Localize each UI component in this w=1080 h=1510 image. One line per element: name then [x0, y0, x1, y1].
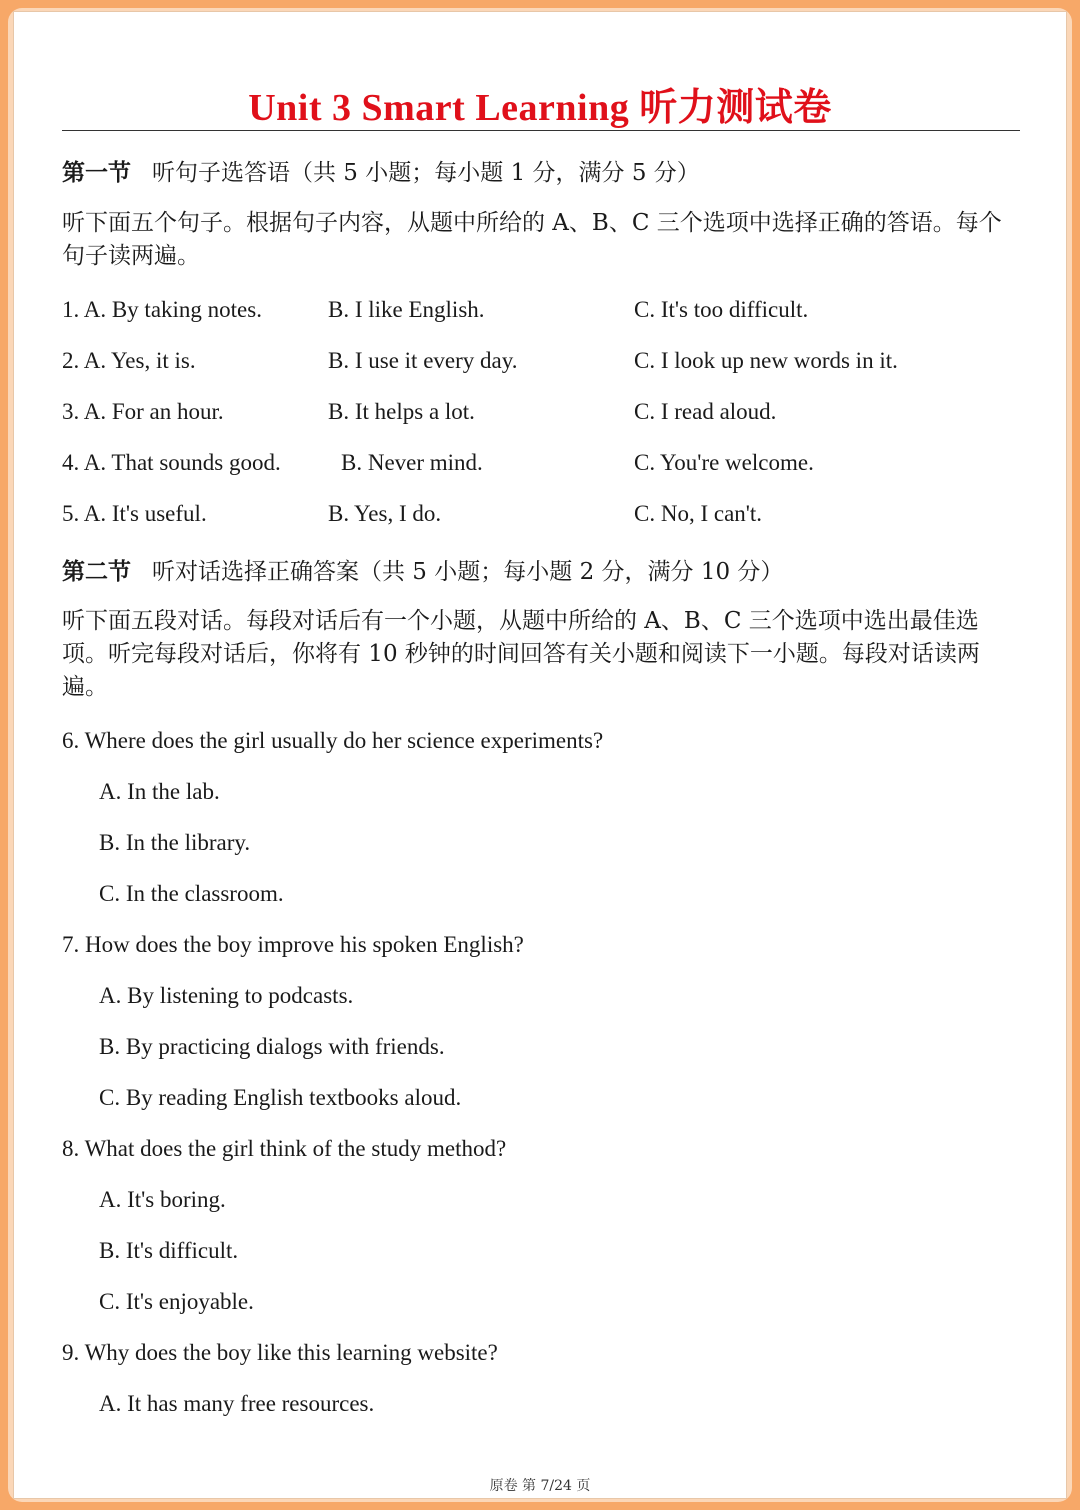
- section1-instructions: 听下面五个句子。根据句子内容，从题中所给的 A、B、C 三个选项中选择正确的答语。每个句子读两遍。: [62, 210, 1002, 269]
- q5-option-a[interactable]: 5. A. It's useful.: [62, 501, 207, 526]
- q7-option-a[interactable]: A. By listening to podcasts.: [99, 983, 354, 1008]
- page-title: Unit 3 Smart Learning 听力测试卷: [248, 87, 832, 129]
- q8-option-a[interactable]: A. It's boring.: [99, 1187, 226, 1212]
- q1-option-a[interactable]: 1. A. By taking notes.: [62, 297, 262, 322]
- section2-instructions: 听下面五段对话。每段对话后有一个小题，从题中所给的 A、B、C 三个选项中选出最佳选项。听完每段对话后，你将有 10 秒钟的时间回答有关小题和阅读下一小题。每段对话读两遍。: [62, 608, 980, 700]
- q5-option-b[interactable]: B. Yes, I do.: [328, 501, 442, 526]
- q1-option-b[interactable]: B. I like English.: [328, 297, 485, 322]
- section2-label: 第二节: [62, 558, 131, 585]
- q5-option-c[interactable]: C. No, I can't.: [634, 501, 763, 526]
- q2-option-b[interactable]: B. I use it every day.: [328, 348, 518, 373]
- q3-option-a[interactable]: 3. A. For an hour.: [62, 399, 224, 424]
- section2-heading: 听对话选择正确答案（共 5 小题；每小题 2 分，满分 10 分）: [152, 559, 784, 585]
- q6-question: 6. Where does the girl usually do her science experiments?: [62, 728, 604, 753]
- q6-option-c[interactable]: C. In the classroom.: [99, 881, 284, 906]
- q4-option-b[interactable]: B. Never mind.: [341, 450, 483, 475]
- q9-option-a[interactable]: A. It has many free resources.: [99, 1391, 375, 1416]
- q9-question: 9. Why does the boy like this learning website?: [62, 1340, 498, 1365]
- q1-option-c[interactable]: C. It's too difficult.: [634, 297, 809, 322]
- q2-option-a[interactable]: 2. A. Yes, it is.: [62, 348, 196, 373]
- q8-question: 8. What does the girl think of the study method?: [62, 1136, 507, 1161]
- title-divider: [62, 130, 1020, 131]
- q7-question: 7. How does the boy improve his spoken English?: [62, 932, 524, 957]
- q8-option-c[interactable]: C. It's enjoyable.: [99, 1289, 254, 1314]
- q6-option-a[interactable]: A. In the lab.: [99, 779, 220, 804]
- q8-option-b[interactable]: B. It's difficult.: [99, 1238, 239, 1263]
- q3-option-c[interactable]: C. I read aloud.: [634, 399, 777, 424]
- q3-option-b[interactable]: B. It helps a lot.: [328, 399, 475, 424]
- page-footer: 原卷 第 7/24 页: [489, 1478, 591, 1494]
- q6-option-b[interactable]: B. In the library.: [99, 830, 251, 855]
- q7-option-b[interactable]: B. By practicing dialogs with friends.: [99, 1034, 445, 1059]
- q7-option-c[interactable]: C. By reading English textbooks aloud.: [99, 1085, 462, 1110]
- q4-option-a[interactable]: 4. A. That sounds good.: [62, 450, 281, 475]
- q2-option-c[interactable]: C. I look up new words in it.: [634, 348, 898, 373]
- section1-label: 第一节: [62, 159, 131, 186]
- q4-option-c[interactable]: C. You're welcome.: [634, 450, 814, 475]
- section1-heading: 听句子选答语（共 5 小题；每小题 1 分，满分 5 分）: [152, 160, 700, 186]
